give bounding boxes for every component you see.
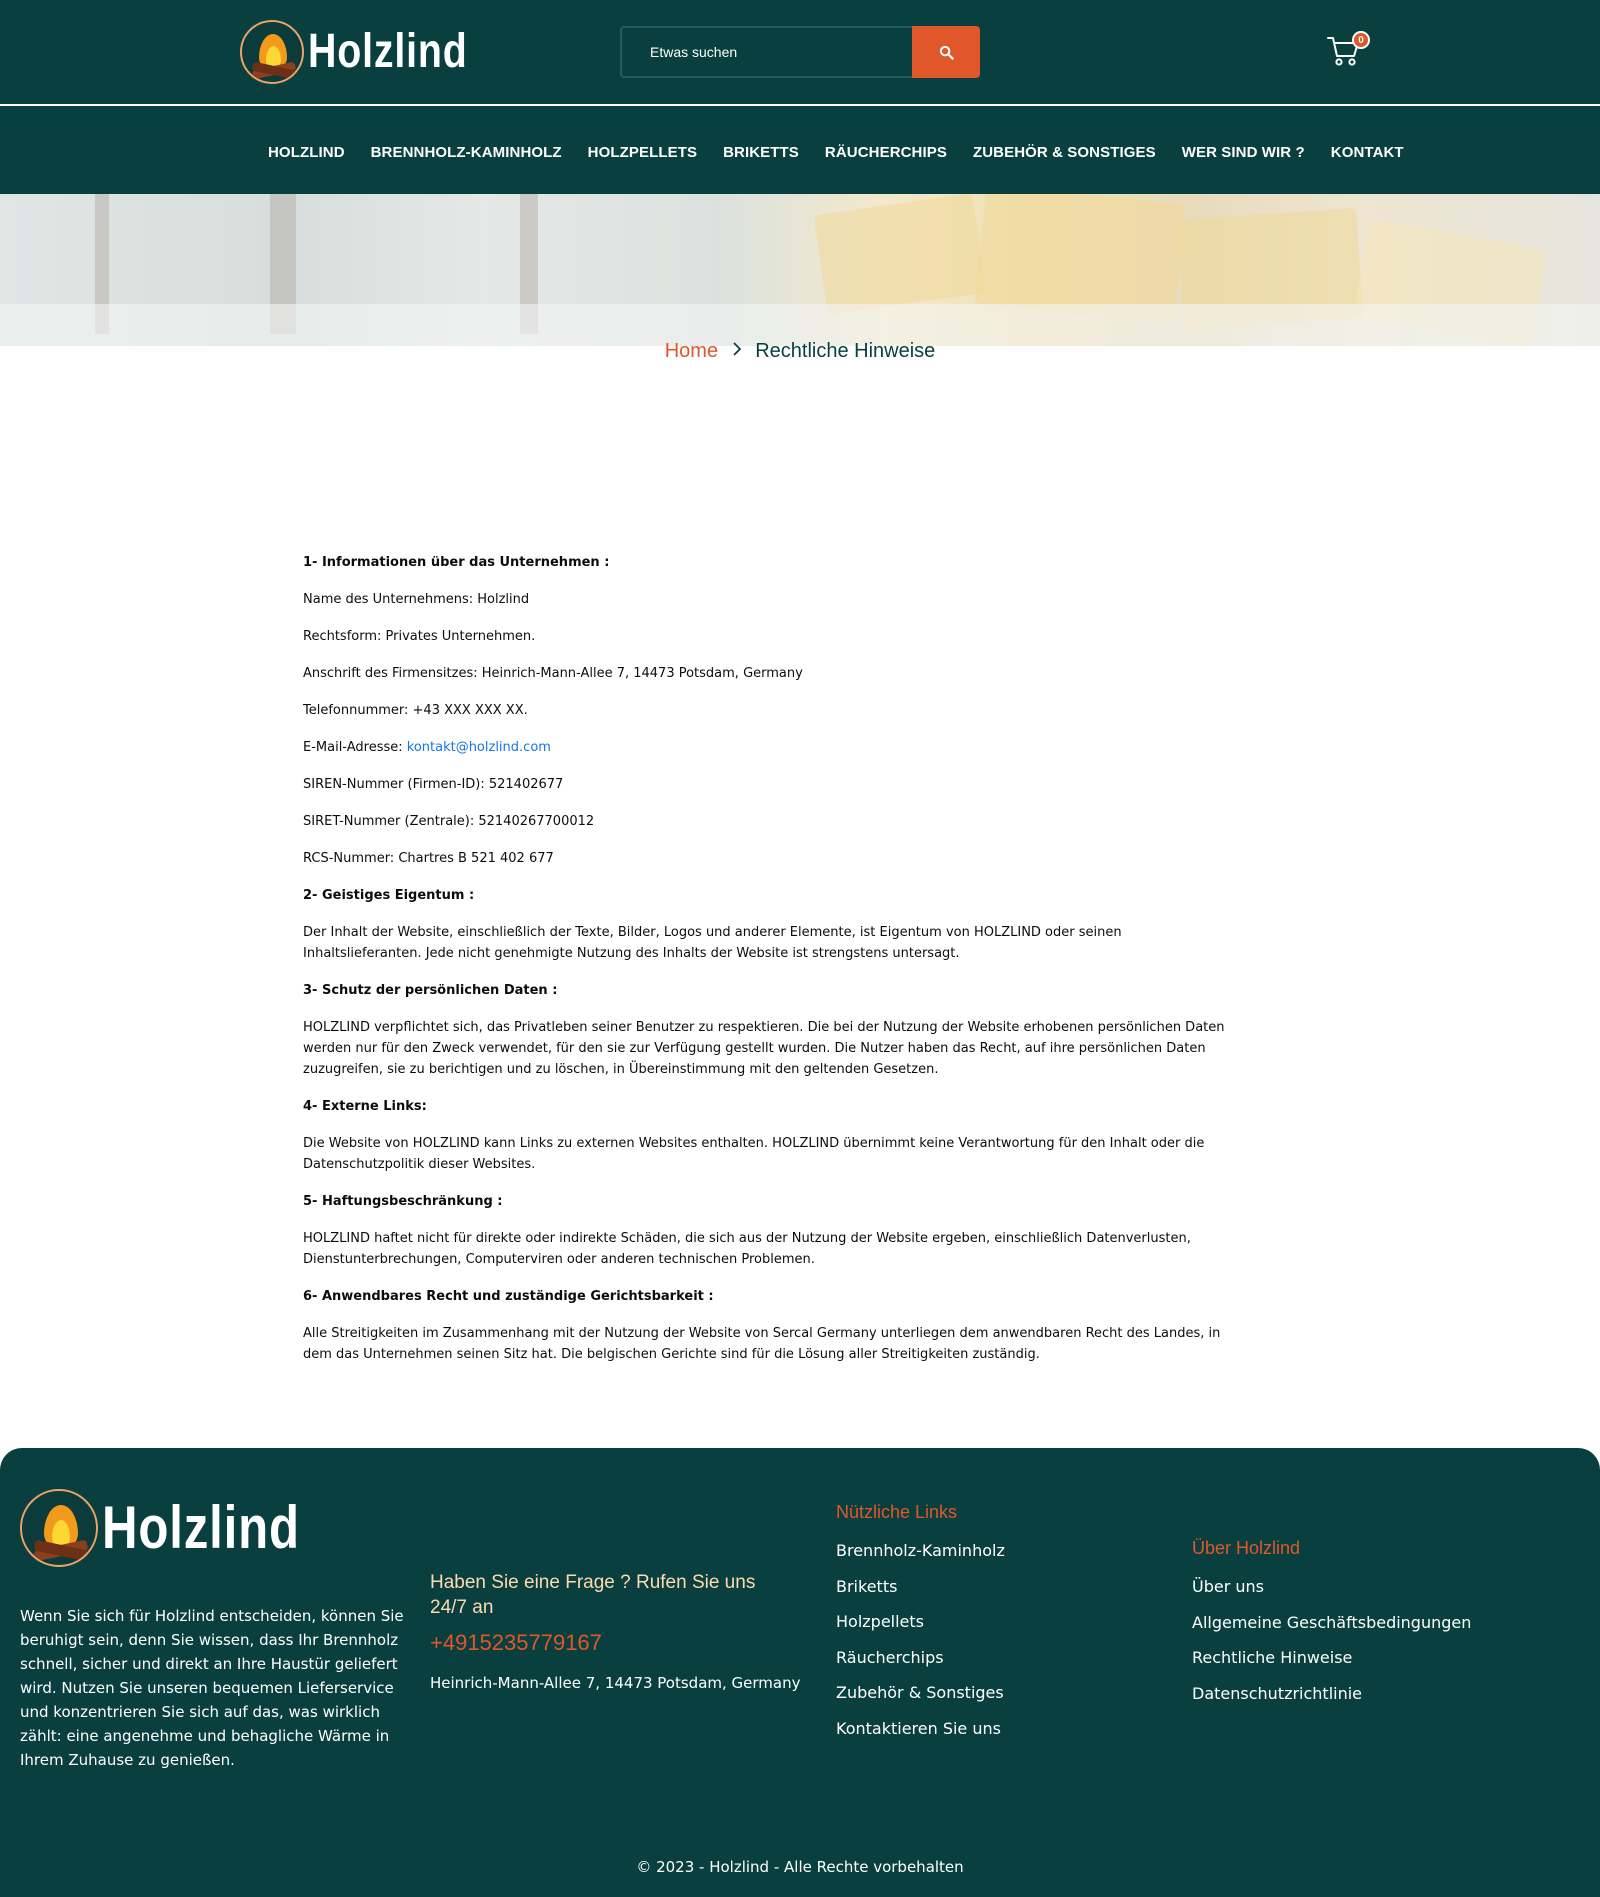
- search-input[interactable]: [620, 26, 912, 78]
- footer-link-brennholz[interactable]: Brennholz-Kaminholz: [836, 1541, 1005, 1560]
- company-name-line: Name des Unternehmens: Holzlind: [303, 592, 530, 607]
- section-text: HOLZLIND verpflichtet sich, das Privatleben seiner Benutzer zu respektieren. Die bei der Nutzung der Website erhobenen persönlichen Daten werden nur für den Zweck verwendet, für den sie zur Verfügung gestellt wurden. Die Nutzer haben das Recht, auf ihre persönlichen Daten zuzugreifen, sie zu berichtigen und zu löschen, in Übereinstimmung mit den geltenden Gesetzen.: [303, 1020, 1225, 1077]
- footer-about-text: Wenn Sie sich für Holzlind entscheiden, können Sie beruhigt sein, denn Sie wissen, dass Ihr Brennholz schnell, sicher und direkt an Ihre Haustür geliefert wird. Nutzen Sie unseren bequemen Lieferservice und konzentrieren Sie sich auf das, was wirklich zählt: eine angenehme und behagliche Wärme in Ihrem Zuhause zu genießen.: [20, 1607, 404, 1769]
- nav-item-kontakt[interactable]: KONTAKT: [1330, 144, 1404, 161]
- email-line: [303, 737, 1233, 758]
- footer-brand-name: Holzlind: [102, 1494, 300, 1561]
- footer-question: Haben Sie eine Frage ? Rufen Sie uns 24/7 an: [430, 1572, 756, 1618]
- brand-name: Holzlind: [308, 25, 468, 78]
- footer-useful-links: [836, 1502, 1005, 1754]
- email-link[interactable]: kontakt@holzlind.com: [406, 740, 551, 755]
- footer-link-rechtliche-hinweise[interactable]: Rechtliche Hinweise: [1192, 1648, 1353, 1667]
- breadcrumb-home-link[interactable]: Home: [664, 340, 719, 362]
- nav-item-raeucherchips[interactable]: RÄUCHERCHIPS: [824, 144, 947, 161]
- main-navigation: [0, 106, 1600, 194]
- footer-links-title: Nützliche Links: [836, 1502, 958, 1522]
- chevron-right-icon: [732, 340, 742, 363]
- footer-link-ueber-uns[interactable]: Über uns: [1192, 1577, 1264, 1596]
- section-heading: 2- Geistiges Eigentum :: [303, 888, 475, 903]
- section-heading: 4- Externe Links:: [303, 1099, 427, 1114]
- nav-item-zubehoer[interactable]: ZUBEHÖR & SONSTIGES: [972, 144, 1156, 161]
- footer-link-datenschutz[interactable]: Datenschutzrichtlinie: [1192, 1683, 1363, 1703]
- footer-link-raeucherchips[interactable]: Räucherchips: [836, 1647, 944, 1667]
- nav-item-holzlind[interactable]: HOLZLIND: [268, 144, 345, 161]
- fire-logo-icon: [20, 1489, 98, 1567]
- section-heading: 3- Schutz der persönlichen Daten :: [303, 983, 558, 998]
- section-text: Alle Streitigkeiten im Zusammenhang mit der Nutzung der Website von Sercal Germany unterliegen dem anwendbaren Recht des Landes, in dem das Unternehmen seinen Sitz hat. Die belgischen Gerichte sind für die Lösung aller Streitigkeiten zuständig.: [303, 1326, 1221, 1362]
- footer-brand-logo[interactable]: [20, 1488, 343, 1568]
- address-line: Anschrift des Firmensitzes: Heinrich-Mann-Allee 7, 14473 Potsdam, Germany: [303, 666, 803, 681]
- rcs-line: RCS-Nummer: Chartres B 521 402 677: [303, 851, 554, 866]
- search-button[interactable]: [912, 26, 980, 78]
- siren-line: SIREN-Nummer (Firmen-ID): 521402677: [303, 777, 564, 792]
- section-text: Die Website von HOLZLIND kann Links zu externen Websites enthalten. HOLZLIND übernimmt keine Verantwortung für den Inhalt oder die Datenschutzpolitik dieser Websites.: [303, 1136, 1205, 1172]
- search-icon: [939, 45, 954, 60]
- site-footer: [0, 1448, 1600, 1897]
- brand-logo[interactable]: [240, 19, 503, 85]
- footer-link-zubehoer[interactable]: Zubehör & Sonstiges: [836, 1683, 1004, 1702]
- footer-about-title: Über Holzlind: [1192, 1538, 1301, 1558]
- footer-copyright: © 2023 - Holzlind - Alle Rechte vorbehalten: [636, 1858, 964, 1876]
- footer-link-briketts[interactable]: Briketts: [836, 1576, 898, 1596]
- footer-address: Heinrich-Mann-Allee 7, 14473 Potsdam, Germany: [430, 1674, 801, 1692]
- phone-line: Telefonnummer: +43 XXX XXX XX.: [303, 703, 528, 718]
- fire-logo-icon: [240, 20, 304, 84]
- legal-notice-content: [303, 552, 1233, 1381]
- hero-banner-image: [0, 194, 1600, 346]
- search-bar: [620, 26, 980, 78]
- legal-form-line: Rechtsform: Privates Unternehmen.: [303, 629, 536, 644]
- footer-phone-link[interactable]: +4915235779167: [430, 1630, 602, 1655]
- footer-link-holzpellets[interactable]: Holzpellets: [836, 1612, 925, 1631]
- cart-count-badge: 0: [1352, 31, 1370, 49]
- email-label: E-Mail-Adresse:: [303, 740, 407, 755]
- section-text: Der Inhalt der Website, einschließlich der Texte, Bilder, Logos und anderer Elemente, ist Eigentum von HOLZLIND oder seinen Inhaltslieferanten. Jede nicht genehmigte Nutzung des Inhalts der Website ist strengstens untersagt.: [303, 925, 1122, 961]
- footer-link-kontakt[interactable]: Kontaktieren Sie uns: [836, 1718, 1001, 1738]
- nav-item-brennholz-kaminholz[interactable]: BRENNHOLZ-KAMINHOLZ: [370, 144, 562, 161]
- footer-link-agb[interactable]: Allgemeine Geschäftsbedingungen: [1192, 1612, 1472, 1632]
- nav-item-holzpellets[interactable]: HOLZPELLETS: [587, 144, 698, 161]
- section-heading: 6- Anwendbares Recht und zuständige Gerichtsbarkeit :: [303, 1289, 714, 1304]
- nav-item-briketts[interactable]: BRIKETTS: [723, 144, 799, 161]
- breadcrumb-current: Rechtliche Hinweise: [755, 340, 936, 362]
- nav-item-wer-sind-wir[interactable]: WER SIND WIR ?: [1181, 144, 1305, 161]
- siret-line: SIRET-Nummer (Zentrale): 52140267700012: [303, 814, 595, 829]
- section-text: HOLZLIND haftet nicht für direkte oder indirekte Schäden, die sich aus der Nutzung der Website ergeben, einschließlich Datenverlusten, Dienstunterbrechungen, Computerviren oder anderen technischen Problemen.: [303, 1231, 1191, 1267]
- section-heading: 5- Haftungsbeschränkung :: [303, 1194, 503, 1209]
- section-heading: 1- Informationen über das Unternehmen :: [303, 555, 610, 570]
- footer-about-links: [1192, 1538, 1471, 1719]
- breadcrumb: [0, 340, 1600, 363]
- cart-button[interactable]: [1326, 28, 1374, 68]
- top-header: [0, 0, 1600, 104]
